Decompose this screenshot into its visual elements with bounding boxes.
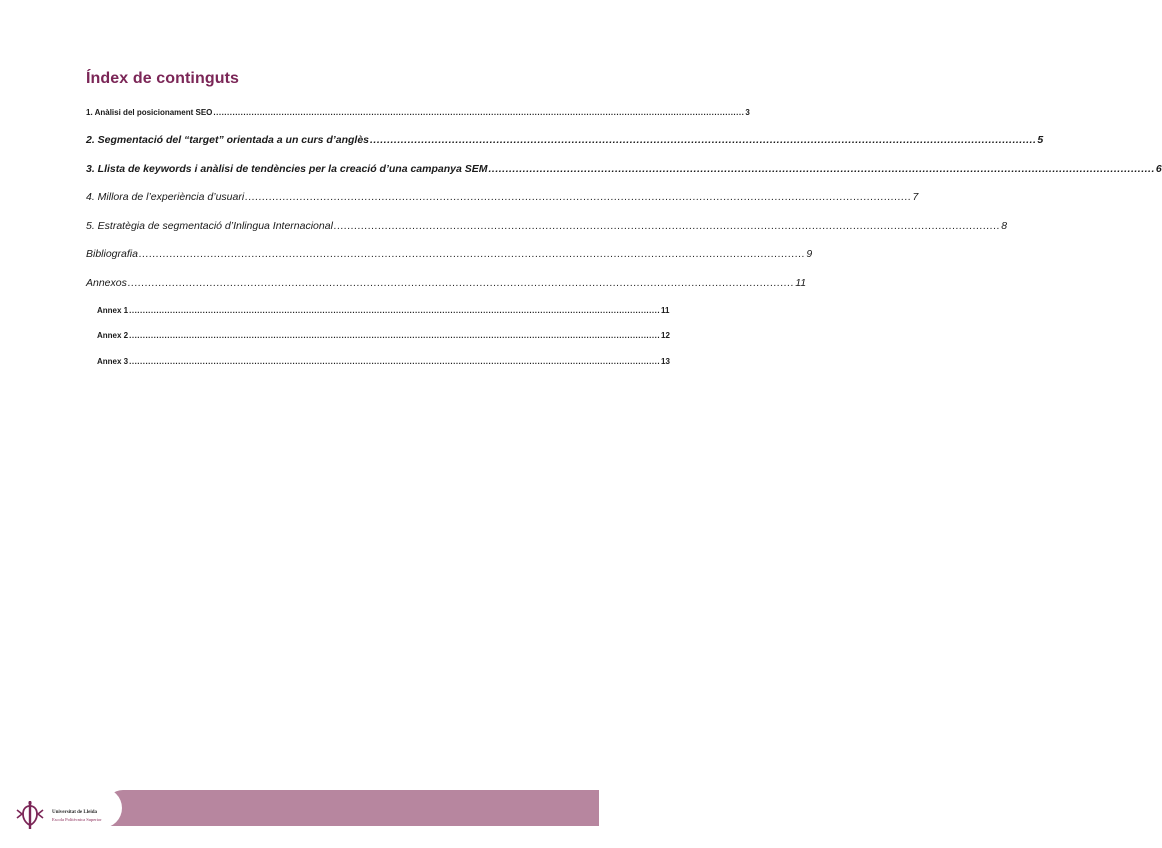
toc-entry-8[interactable] (97, 306, 670, 315)
toc-entry-6[interactable] (86, 248, 813, 260)
toc-title: Índex de continguts (86, 70, 240, 87)
toc-entry-title: Annexos (86, 277, 127, 289)
toc-leader-dots: ................................................................................................................................................................................................... (138, 248, 806, 260)
toc-entry-page: 3 (745, 108, 750, 117)
toc-entry-title: Annex 3 (97, 357, 129, 366)
toc-entry-title: 5. Estratègia de segmentació d’Inlingua Internacional (86, 220, 333, 232)
toc-entry-page: 5 (1037, 134, 1044, 146)
toc-leader-dots: ................................................................................................................................................................................................... (488, 163, 1155, 175)
toc-leader-dots: ................................................................................................................................................................................................... (245, 191, 912, 203)
toc-entry-page: 12 (661, 331, 670, 340)
toc-entry-10[interactable] (97, 357, 670, 366)
toc-entry-title: Annex 1 (97, 306, 129, 315)
toc-entry-page: 11 (661, 306, 670, 315)
toc-leader-dots: ................................................................................................................................................................................................... (333, 220, 1001, 232)
school-name: Escola Politècnica Superior (52, 817, 102, 822)
toc-entry-page: 6 (1155, 163, 1162, 175)
university-name: Universitat de Lleida (52, 810, 97, 815)
toc-entry-7[interactable] (86, 277, 807, 289)
toc-leader-dots: ................................................................................................................................................................................................... (129, 357, 661, 366)
page-footer (0, 780, 599, 828)
toc-entry-page: 9 (806, 248, 813, 260)
toc-entry-3[interactable] (86, 163, 1162, 175)
toc-entry-title: 2. Segmentació del “target” orientada a un curs d’anglès (86, 134, 369, 146)
toc-entry-page: 7 (912, 191, 919, 203)
toc-leader-dots: ................................................................................................................................................................................................... (127, 277, 795, 289)
toc-entry-title: Annex 2 (97, 331, 129, 340)
toc-entry-5[interactable] (86, 220, 1008, 232)
toc-leader-dots: ................................................................................................................................................................................................... (129, 306, 661, 315)
toc-entry-page: 8 (1001, 220, 1008, 232)
footer-logo-area (0, 788, 122, 828)
toc-leader-dots: ................................................................................................................................................................................................... (129, 331, 661, 340)
toc-entry-title: 1. Anàlisi del posicionament SEO (86, 108, 213, 117)
toc-entry-page: 13 (661, 357, 670, 366)
toc-entry-4[interactable] (86, 191, 919, 203)
toc-entry-page: 11 (795, 277, 807, 289)
toc-entry-title: 4. Millora de l’experiència d’usuari (86, 191, 245, 203)
toc-leader-dots: ................................................................................................................................................................................................... (370, 134, 1037, 146)
toc-entry-2[interactable] (86, 134, 1044, 146)
toc-entry-9[interactable] (97, 331, 670, 340)
toc-entry-title: 3. Llista de keywords i anàlisi de tendències per la creació d’una campanya SEM (86, 163, 488, 175)
university-logo-icon (14, 798, 46, 832)
toc-leader-dots: ................................................................................................................................................................................................... (213, 108, 745, 117)
toc-entry-1[interactable] (86, 108, 750, 117)
footer-band (105, 790, 599, 826)
toc-entry-title: Bibliografia (86, 248, 138, 260)
